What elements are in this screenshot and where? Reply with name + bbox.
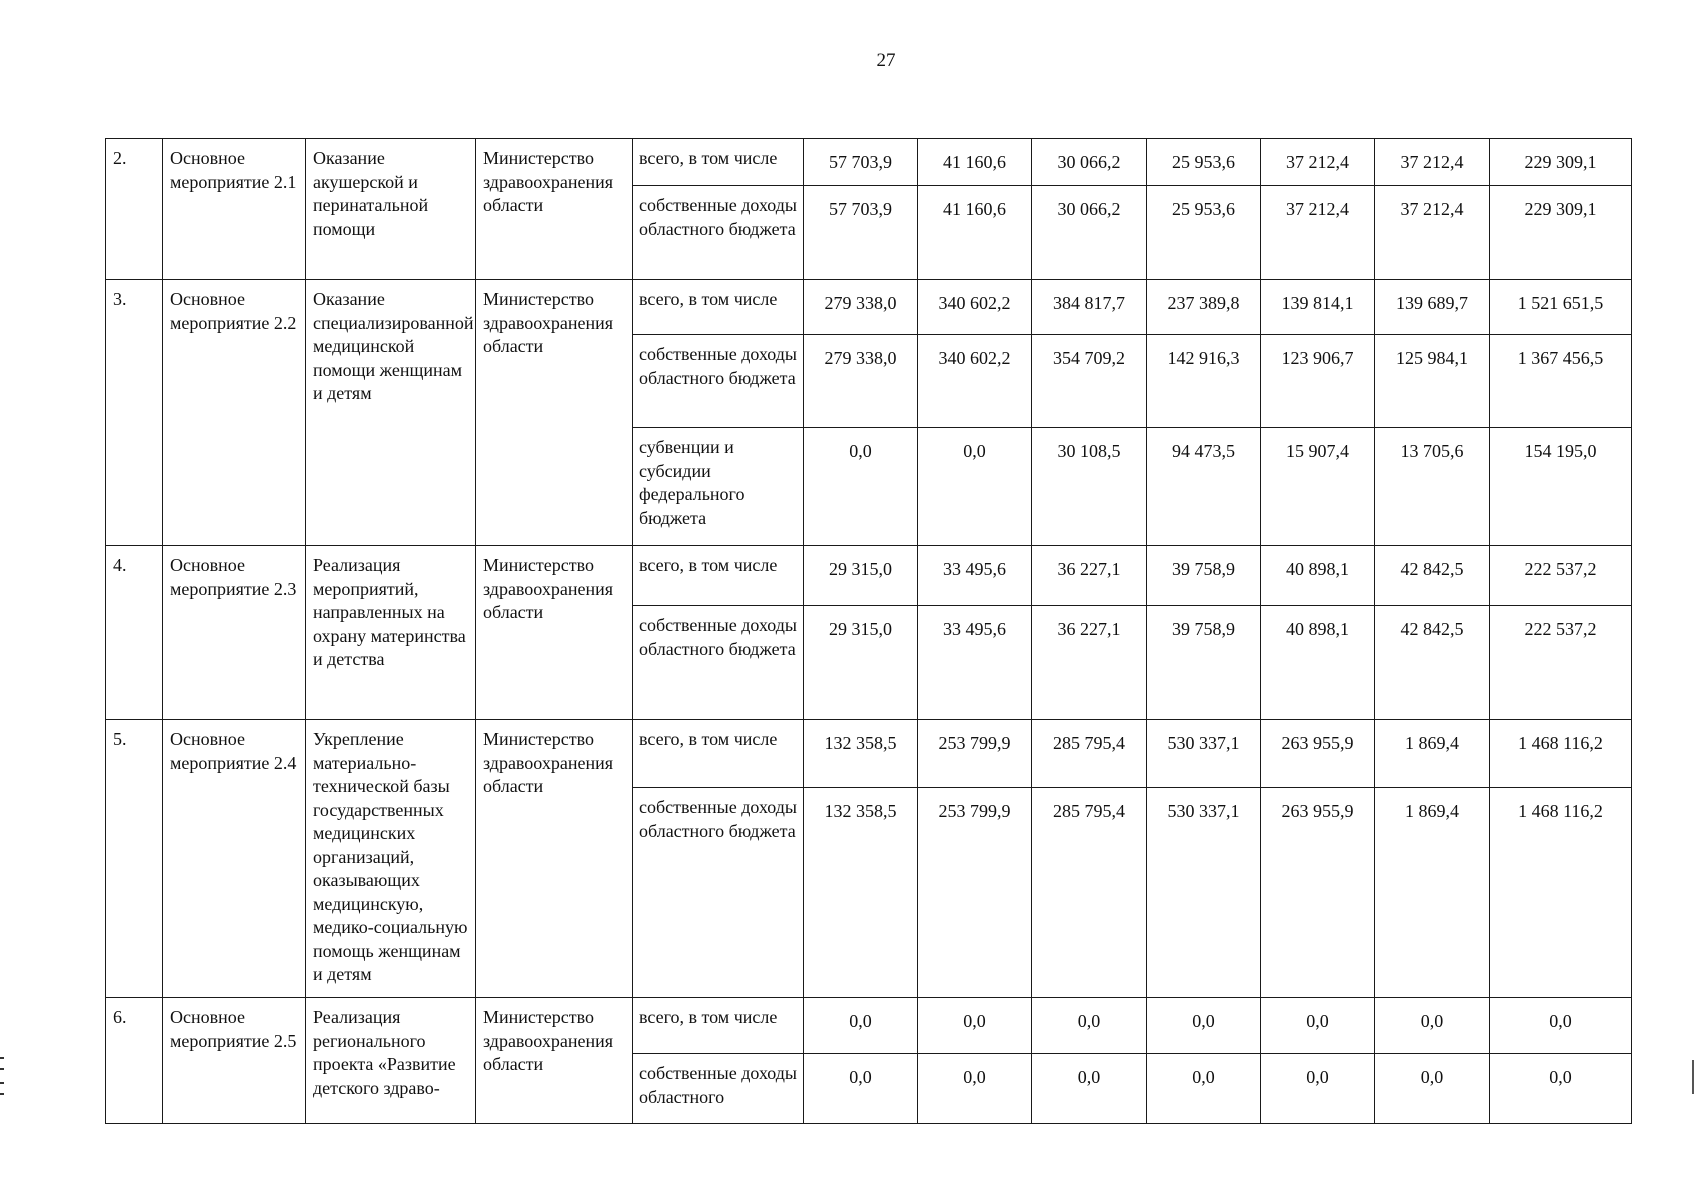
year-value-cell: 279 338,0 — [804, 280, 918, 335]
executor-cell: Министерство здравоохранения области — [476, 139, 633, 280]
budget-table — [105, 138, 1632, 1124]
funding-source-cell: собственные доходы областного — [633, 1054, 804, 1124]
year-value-cell: 0,0 — [804, 1054, 918, 1124]
year-value-cell: 57 703,9 — [804, 186, 918, 280]
total-value-cell: 154 195,0 — [1490, 428, 1632, 546]
year-value-cell: 40 898,1 — [1261, 606, 1375, 720]
year-value-cell: 37 212,4 — [1375, 139, 1490, 186]
year-value-cell: 41 160,6 — [918, 139, 1032, 186]
funding-source-cell: всего, в том числе — [633, 720, 804, 788]
year-value-cell: 139 689,7 — [1375, 280, 1490, 335]
year-value-cell: 33 495,6 — [918, 546, 1032, 606]
year-value-cell: 29 315,0 — [804, 606, 918, 720]
total-value-cell: 0,0 — [1490, 1054, 1632, 1124]
year-value-cell: 125 984,1 — [1375, 335, 1490, 428]
year-value-cell: 25 953,6 — [1147, 139, 1261, 186]
year-value-cell: 37 212,4 — [1375, 186, 1490, 280]
funding-source-cell: субвенции и субсидии федерального бюджета — [633, 428, 804, 546]
total-value-cell: 222 537,2 — [1490, 606, 1632, 720]
total-value-cell: 229 309,1 — [1490, 139, 1632, 186]
year-value-cell: 263 955,9 — [1261, 720, 1375, 788]
total-value-cell: 229 309,1 — [1490, 186, 1632, 280]
year-value-cell: 253 799,9 — [918, 788, 1032, 998]
year-value-cell: 237 389,8 — [1147, 280, 1261, 335]
event-name-cell: Реализация регионального проекта «Развитие детского здраво- — [306, 998, 476, 1124]
year-value-cell: 94 473,5 — [1147, 428, 1261, 546]
year-value-cell: 0,0 — [804, 428, 918, 546]
year-value-cell: 123 906,7 — [1261, 335, 1375, 428]
year-value-cell: 41 160,6 — [918, 186, 1032, 280]
year-value-cell: 37 212,4 — [1261, 186, 1375, 280]
row-number: 4. — [106, 546, 163, 720]
year-value-cell: 1 869,4 — [1375, 720, 1490, 788]
year-value-cell: 42 842,5 — [1375, 546, 1490, 606]
executor-cell: Министерство здравоохранения области — [476, 280, 633, 546]
edge-mark — [1692, 1060, 1697, 1094]
event-cell: Основное мероприятие 2.5 — [163, 998, 306, 1124]
year-value-cell: 37 212,4 — [1261, 139, 1375, 186]
year-value-cell: 0,0 — [1147, 1054, 1261, 1124]
funding-source-cell: всего, в том числе — [633, 139, 804, 186]
year-value-cell: 39 758,9 — [1147, 546, 1261, 606]
table-body — [106, 139, 1632, 1124]
event-cell: Основное мероприятие 2.2 — [163, 280, 306, 546]
year-value-cell: 132 358,5 — [804, 788, 918, 998]
event-cell: Основное мероприятие 2.1 — [163, 139, 306, 280]
year-value-cell: 263 955,9 — [1261, 788, 1375, 998]
year-value-cell: 40 898,1 — [1261, 546, 1375, 606]
event-name-cell: Реализация мероприятий, направленных на охрану материнства и детства — [306, 546, 476, 720]
year-value-cell: 340 602,2 — [918, 280, 1032, 335]
year-value-cell: 142 916,3 — [1147, 335, 1261, 428]
year-value-cell: 0,0 — [1375, 1054, 1490, 1124]
table-row — [106, 139, 1632, 186]
year-value-cell: 42 842,5 — [1375, 606, 1490, 720]
binding-marks — [0, 1057, 4, 1095]
year-value-cell: 33 495,6 — [918, 606, 1032, 720]
year-value-cell: 253 799,9 — [918, 720, 1032, 788]
year-value-cell: 0,0 — [1147, 998, 1261, 1054]
funding-source-cell: всего, в том числе — [633, 280, 804, 335]
year-value-cell: 0,0 — [1032, 998, 1147, 1054]
event-cell: Основное мероприятие 2.4 — [163, 720, 306, 998]
event-cell: Основное мероприятие 2.3 — [163, 546, 306, 720]
year-value-cell: 15 907,4 — [1261, 428, 1375, 546]
row-number: 6. — [106, 998, 163, 1124]
total-value-cell: 1 468 116,2 — [1490, 788, 1632, 998]
funding-source-cell: собственные доходы областного бюджета — [633, 335, 804, 428]
year-value-cell: 139 814,1 — [1261, 280, 1375, 335]
page-number: 27 — [876, 50, 896, 71]
funding-source-cell: собственные доходы областного бюджета — [633, 788, 804, 998]
total-value-cell: 222 537,2 — [1490, 546, 1632, 606]
table-row — [106, 720, 1632, 788]
year-value-cell: 36 227,1 — [1032, 606, 1147, 720]
total-value-cell: 1 521 651,5 — [1490, 280, 1632, 335]
year-value-cell: 0,0 — [1261, 1054, 1375, 1124]
table-row — [106, 280, 1632, 335]
table-row — [106, 546, 1632, 606]
row-number: 3. — [106, 280, 163, 546]
year-value-cell: 30 066,2 — [1032, 139, 1147, 186]
executor-cell: Министерство здравоохранения области — [476, 998, 633, 1124]
year-value-cell: 132 358,5 — [804, 720, 918, 788]
total-value-cell: 1 367 456,5 — [1490, 335, 1632, 428]
total-value-cell: 1 468 116,2 — [1490, 720, 1632, 788]
year-value-cell: 0,0 — [918, 998, 1032, 1054]
year-value-cell: 57 703,9 — [804, 139, 918, 186]
year-value-cell: 30 108,5 — [1032, 428, 1147, 546]
year-value-cell: 29 315,0 — [804, 546, 918, 606]
funding-source-cell: собственные доходы областного бюджета — [633, 606, 804, 720]
year-value-cell: 285 795,4 — [1032, 788, 1147, 998]
year-value-cell: 0,0 — [1032, 1054, 1147, 1124]
row-number: 5. — [106, 720, 163, 998]
executor-cell: Министерство здравоохранения области — [476, 720, 633, 998]
funding-source-cell: собственные доходы областного бюджета — [633, 186, 804, 280]
year-value-cell: 0,0 — [804, 998, 918, 1054]
year-value-cell: 39 758,9 — [1147, 606, 1261, 720]
year-value-cell: 279 338,0 — [804, 335, 918, 428]
table-row — [106, 998, 1632, 1054]
year-value-cell: 530 337,1 — [1147, 788, 1261, 998]
executor-cell: Министерство здравоохранения области — [476, 546, 633, 720]
year-value-cell: 30 066,2 — [1032, 186, 1147, 280]
year-value-cell: 0,0 — [918, 1054, 1032, 1124]
funding-source-cell: всего, в том числе — [633, 998, 804, 1054]
year-value-cell: 0,0 — [918, 428, 1032, 546]
event-name-cell: Укрепление материально-технической базы государственных медицинских организаций, оказывающих медицинскую, медико-социальную помощь женщинам и детям — [306, 720, 476, 998]
year-value-cell: 340 602,2 — [918, 335, 1032, 428]
year-value-cell: 13 705,6 — [1375, 428, 1490, 546]
year-value-cell: 530 337,1 — [1147, 720, 1261, 788]
year-value-cell: 285 795,4 — [1032, 720, 1147, 788]
total-value-cell: 0,0 — [1490, 998, 1632, 1054]
year-value-cell: 1 869,4 — [1375, 788, 1490, 998]
funding-source-cell: всего, в том числе — [633, 546, 804, 606]
event-name-cell: Оказание акушерской и перинатальной помощи — [306, 139, 476, 280]
year-value-cell: 384 817,7 — [1032, 280, 1147, 335]
year-value-cell: 0,0 — [1261, 998, 1375, 1054]
row-number: 2. — [106, 139, 163, 280]
year-value-cell: 36 227,1 — [1032, 546, 1147, 606]
year-value-cell: 25 953,6 — [1147, 186, 1261, 280]
year-value-cell: 354 709,2 — [1032, 335, 1147, 428]
year-value-cell: 0,0 — [1375, 998, 1490, 1054]
event-name-cell: Оказание специализированной медицинской помощи женщинам и детям — [306, 280, 476, 546]
